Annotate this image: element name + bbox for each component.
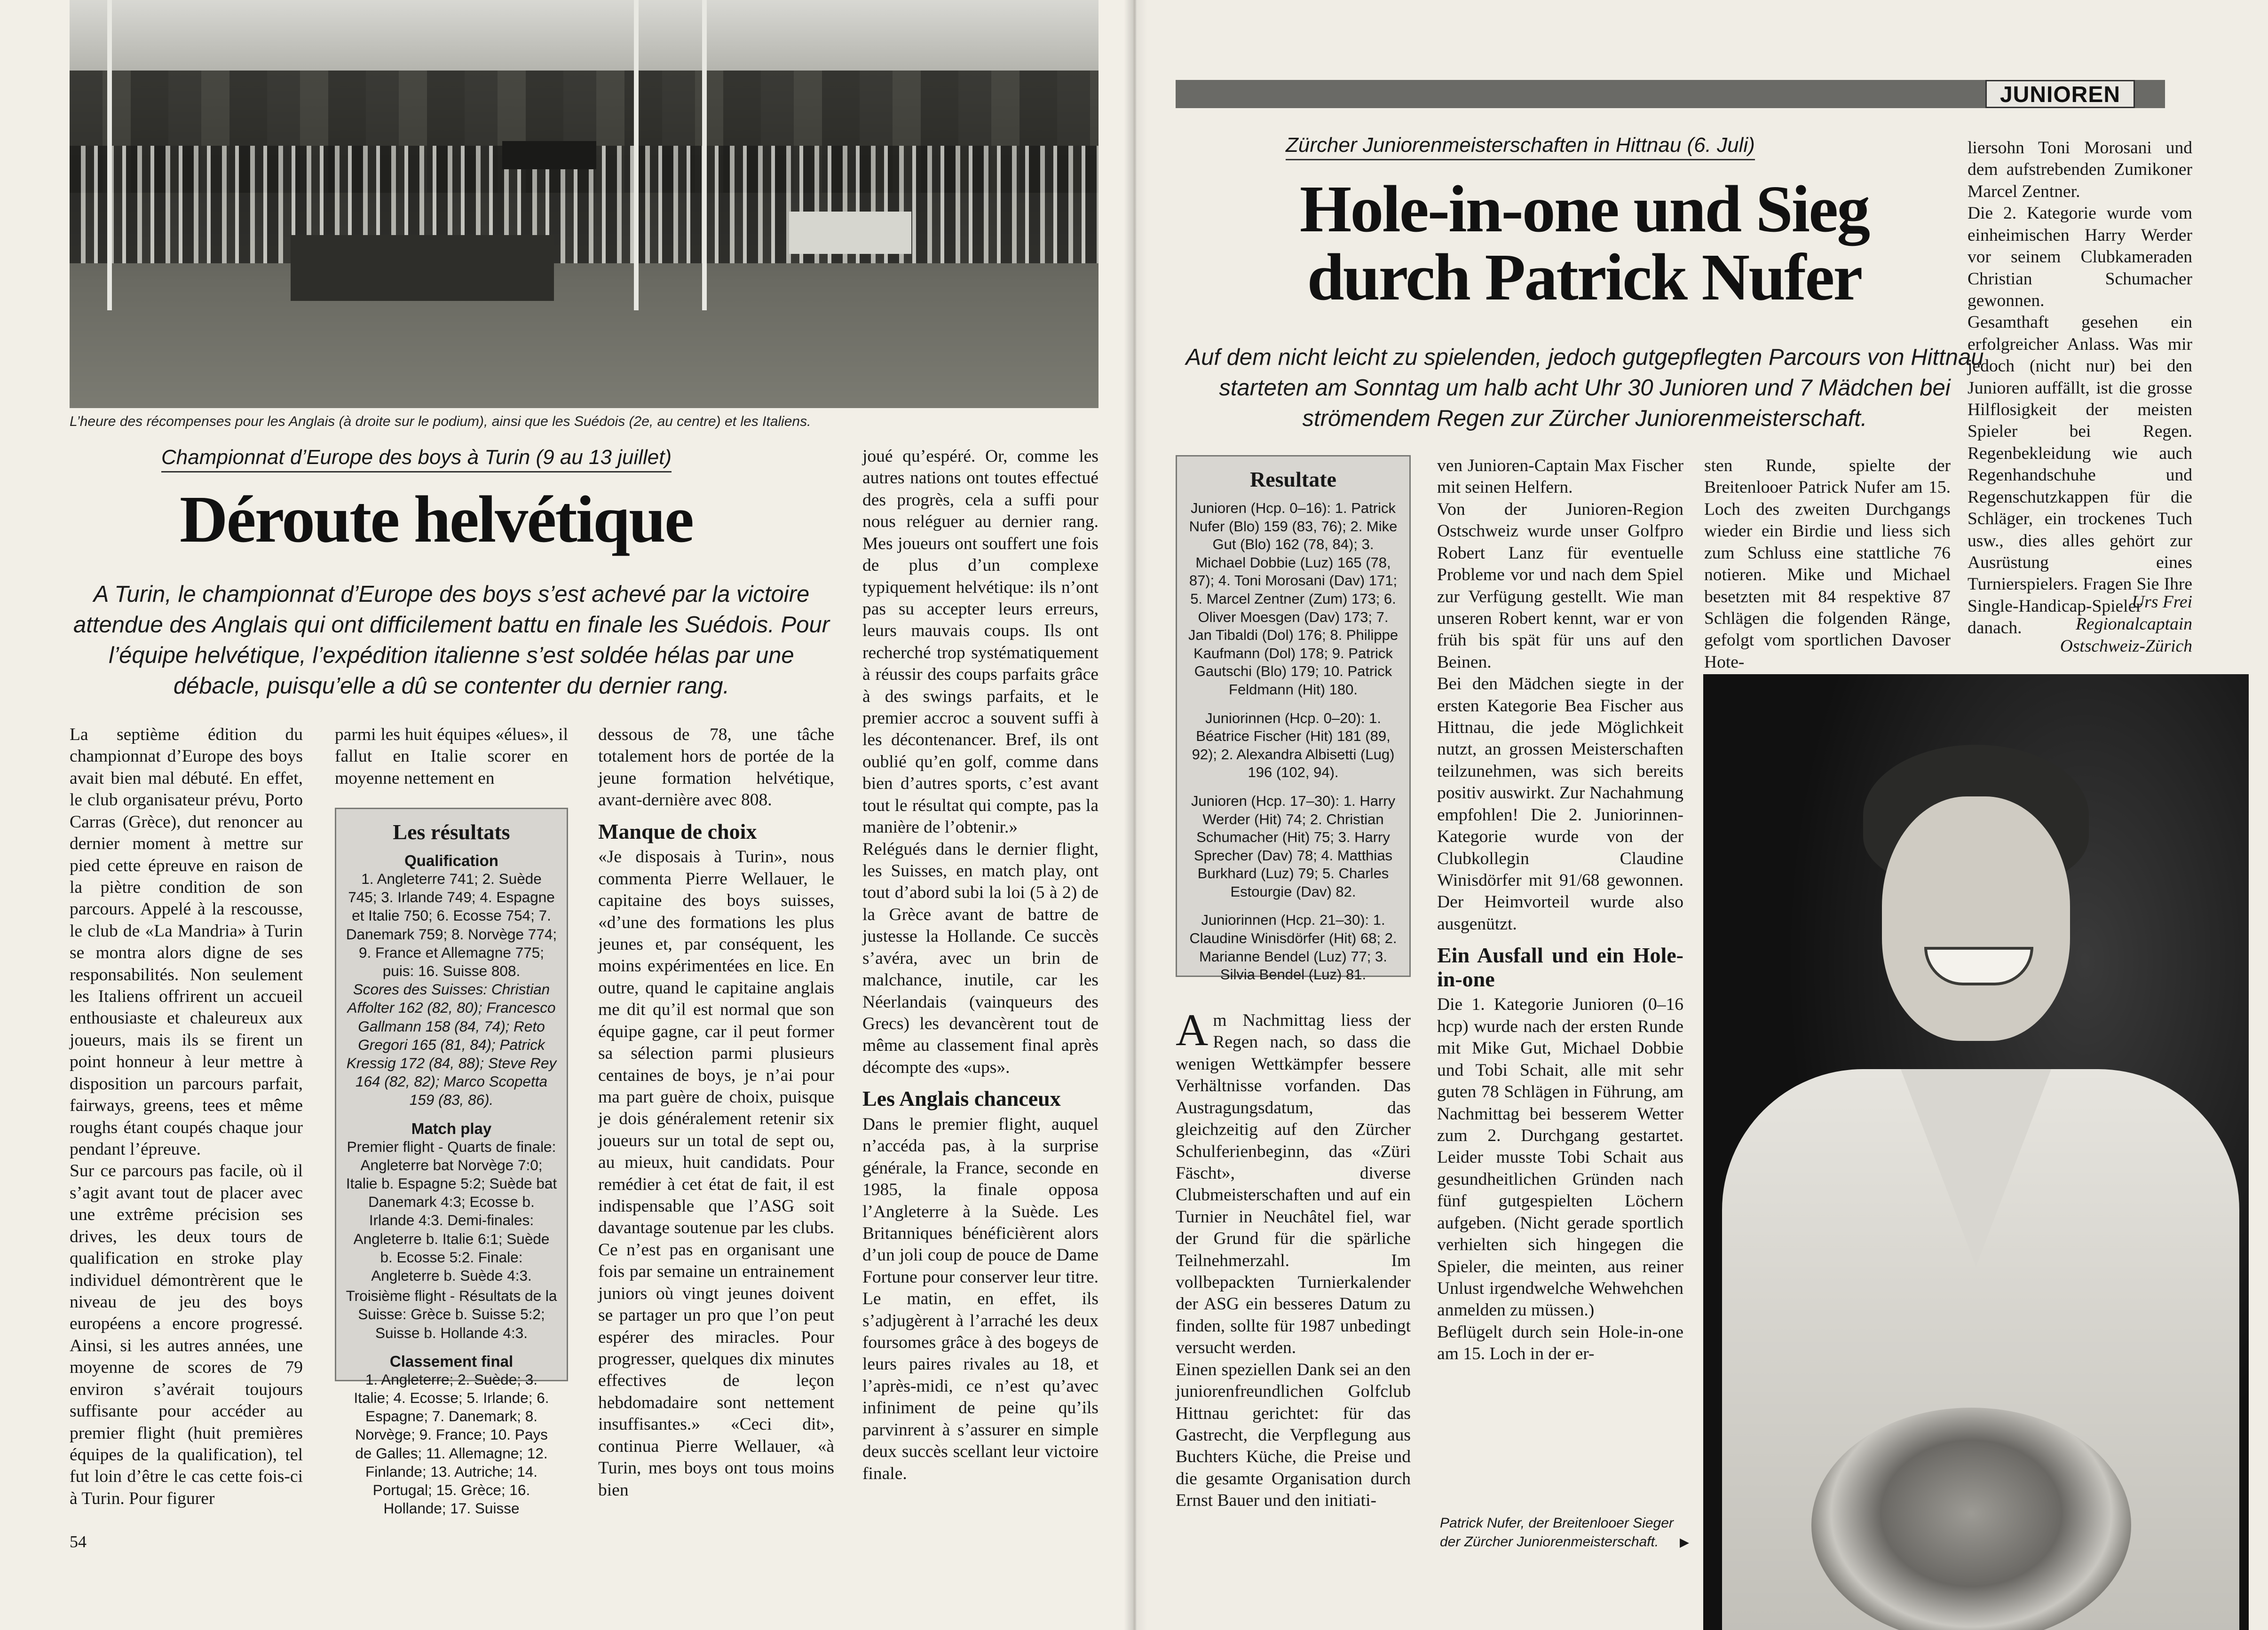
results-text: Scores des Suisses: Christian Affolter 162 (82, 80); Francesco Gallmann 158 (84, 74); Reto Gregori 165 (81, 84); Patrick Kressig 172 (84, 88); Steve Rey 164 (82, 82); Marco Scopetta 159 (83, 86).: [346, 981, 557, 1109]
paragraph: liersohn Toni Morosani und dem aufstrebenden Zumikoner Marcel Zentner.: [1968, 138, 2192, 201]
paragraph: Von der Junioren-Region Ostschweiz wurde unser Golfpro Robert Lanz für eventuelle Probleme vor und nach dem Spiel zur Verfügung gestellt. Wie man unseren Robert kennt, war er von früh bis spät für uns auf den Beinen.: [1437, 499, 1683, 672]
paragraph: «Je disposais à Turin», nous commenta Pierre Wellauer, le capitaine des boys suisses, «d’une des formations les plus jeunes et, par conséquent, les moins expérimentées en lice. En outre, quand le capitaine anglais me dit qu’il est normal que son équipe gagne, car il peut former sa sélection parmi plusieurs centaines de boys, je n’ai pour ma part guère de choix, puisque je dois généralement retenir six joueurs sur un total de sept ou, au mieux, huit candidats. Pour remédier à cet état de fait, il est indispensable que l’ASG soit davantage soutenue par les clubs. Ce n’est pas en organisant une fois par semaine un entrainement juniors où vingt jeunes doivent se partager un pro que l’on peut espérer des miracles. Pour progresser, quelques dix minutes effectives de leçon hebdomadaire sont nettement insuffisantes.» «Ceci dit», continua Pierre Wellauer, «à Turin, mes boys ont tous moins bien: [598, 847, 834, 1500]
subheading: Manque de choix: [598, 819, 757, 843]
paragraph: Einen speziellen Dank sei an den juniorenfreundlichen Golfclub Hittnau gerichtet: für das Gastrecht, die Verpflegung aus Buchters Küche, die Preise und die gesamte Organisation durch Ernst Bauer und den initiati-: [1176, 1360, 1411, 1511]
paragraph: ven Junioren-Captain Max Fischer mit seinen Helfern.: [1437, 456, 1683, 497]
results-box: [1176, 455, 1411, 983]
results-text: Junioren (Hcp. 17–30): 1. Harry Werder (Hit) 74; 2. Christian Schumacher (Hit) 75; 3. Harry Sprecher (Dav) 78; 4. Matthias Burkhard (Luz) 79; 5. Charles Estourgie (Dav) 82.: [1191, 792, 1396, 900]
paragraph: Beflügelt durch sein Hole-in-one am 15. Loch in der er-: [1437, 1322, 1683, 1364]
results-title: Resultate: [1250, 467, 1336, 491]
photo-caption: Patrick Nufer, der Breitenlooer Sieger der Zürcher Juniorenmeisterschaft.: [1440, 1515, 1674, 1550]
article-column-3: [1704, 455, 1951, 673]
paragraph: joué qu’espéré. Or, comme les autres nations ont toutes effectué des progrès, cela a suffi pour nous reléguer au dernier rang. Mes joueurs ont souffert une fois de plus d’un complexe typiquement helvétique: ils n’ont pas su accepter leurs erreurs, leurs mauvais coups. Ils ont recherché trop systématiquement à réussir des coups parfaits grâce à des swings parfaits, et le premier accroc a souvent suffi à les décontenancer. Bref, ils ont oublié qu’en golf, comme dans bien d’autres sports, c’est avant tout le résultat qui compte, pas la manière de l’obtenir.»: [862, 447, 1098, 837]
article-lead: A Turin, le championnat d’Europe des boys s’est achevé par la victoire attendue des Anglais qui ont difficilement battu en finale les Suédois. Pour l’équipe helvétique, l’expédition italienne s’est soldée hélas par une débacle, puisqu’elle a dû se contenter du dernier rang.: [73, 582, 830, 699]
article-column-1: [1176, 1005, 1411, 1512]
paragraph: sten Runde, spielte der Breitenlooer Patrick Nufer am 15. Loch des zweiten Durchgangs wieder ein Birdie und liess sich zum Schluss eine stattliche 76 notieren. Mike und Michael besetzten mit 84 respektive 87 Schlägen die folgenden Ränge, gefolgt vom sportlichen Davoser Hote-: [1704, 456, 1951, 672]
paragraph: Die 1. Kategorie Junioren (0–16 hcp) wurde nach der ersten Runde mit Mike Gut, Michael Dobbie und Tobi Schait, alle mit sehr guten 78 Schlägen in Führung, am Nachmittag bei besserem Wetter zum 2. Durchgang gestartet. Leider musste Tobi Schait aus gesundheitlichen Gründen nach fünf gutgespielten Löchern aufgeben. (Nicht gerade sportlich verhielten sich hingegen die Spieler, die meinten, aus reiner Unlust irgendwelche Wehwehchen anmelden zu müssen.): [1437, 995, 1683, 1320]
author-role: Regionalcaptain: [2076, 614, 2192, 634]
paragraph: Sur ce parcours pas facile, où il s’agit avant tout de placer avec une extrême précision ses drives, les deux tours de qualification en stroke play individuel démontrèrent que le niveau de jeu des boys européens a encore progressé. Ainsi, si les autres années, une moyenne de scores de 79 environ s’avérait toujours suffisante pour accéder au premier flight (huit premières équipes de la qualification), tel fut loin d’être le cas cette fois-ci à Turin. Pour figurer: [70, 1161, 303, 1508]
results-text: Premier flight - Quarts de finale: Angleterre bat Norvège 7:0; Italie b. Espagne 5:2; Suède bat Danemark 4:3; Ecosse b. Irlande 4:3. Demi-finales: Angleterre b. Italie 6:1; Suède b. Ecosse 5:2. Finale: Angleterre b. Suède 4:3.: [346, 1138, 557, 1284]
paragraph: parmi les huit équipes «élues», il fallut en Italie scorer en moyenne nettement en: [335, 725, 568, 788]
subheading: Ein Ausfall und ein Hole-in-one: [1437, 943, 1683, 991]
paragraph: La septième édition du championnat d’Europe des boys avait bien mal débuté. En effet, le club organisateur prévu, Porto Carras (Grèce), dut renoncer au dernier moment à mettre sur pied cette épreuve en raison de la piètre condition de son parcours. Appelé à la rescousse, le club de «La Mandria» à Turin se montra alors digne de ses responsabilités. Non seulement les Italiens offrirent un accueil enthousiaste et chaleureux aux joueurs, mais ils se firent un point honneur à leur mettre à disposition un parcours parfait, fairways, greens, tees et même roughs étant coupés chaque jour pendant l’épreuve.: [70, 725, 303, 1159]
page-number: 54: [70, 1532, 87, 1551]
article-column-3: [598, 724, 834, 1501]
results-text: Troisième flight - Résultats de la Suisse: Grèce b. Suisse 5:2; Suisse b. Hollande 4:3.: [346, 1287, 557, 1341]
article-column-1: [70, 724, 303, 1510]
results-text: Junioren (Hcp. 0–16): 1. Patrick Nufer (Blo) 159 (83, 76); 2. Mike Gut (Blo) 162 (78, 84); 3. Michael Dobbie (Luz) 165 (78, 87); 4. Toni Morosani (Dav) 171; 5. Marcel Zentner (Zum) 173; 6. Oliver Moesgen (Dav) 173; 7. Jan Tibaldi (Dol) 176; 8. Philippe Kaufmann (Dol) 178; 9. Patrick Gautschi (Blo) 179; 10. Patrick Feldmann (Hit) 180.: [1188, 500, 1399, 698]
article-kicker: Zürcher Juniorenmeisterschaften in Hittnau (6. Juli): [1286, 134, 1755, 160]
paragraph: dessous de 78, une tâche totalement hors de portée de la jeune formation helvétique, avant-dernière avec 808.: [598, 725, 834, 810]
paragraph: Relégués dans le dernier flight, les Suisses, en match play, ont tout d’abord subi la loi (5 à 2) de la Grèce avant de battre de justesse la Hollande. Ce succès s’avéra, avec un brin de malchance, inutile, car les Néerlandais (vainqueurs des Grecs) les devancèrent tout de même au classement final après décompte des «ups».: [862, 839, 1098, 1077]
headline-line: durch Patrick Nufer: [1307, 239, 1862, 314]
article-column-4: [1968, 137, 2192, 639]
award-ceremony-photo: [70, 0, 1098, 408]
paragraph: Am Nachmittag liess der Regen nach, so dass die wenigen Wettkämpfer bessere Verhältnisse vorfanden. Das Austragungsdatum, das gleichzeitig auf den Zürcher Schulferienbeginn, das «Züri Fäscht», diverse Clubmeisterschaften und auf ein Turnier in Neuchâtel fiel, war der Grund für die spärliche Teilnehmerzahl. Im vollbepackten Turnierkalender der ASG ein besseres Datum zu finden, sollte für 1987 unbedingt versucht werden.: [1176, 1005, 1411, 1358]
article-column-2: [1437, 455, 1683, 1365]
results-text: 1. Angleterre 741; 2. Suède 745; 3. Irlande 749; 4. Espagne et Italie 750; 6. Ecosse 754; 7. Danemark 759; 8. Norvège 774; 9. France et Allemagne 775; puis: 16. Suisse 808.: [346, 870, 557, 980]
paragraph: Die 2. Kategorie wurde vom einheimischen Harry Werder vor seinem Clubkameraden Christian Schumacher gewonnen.: [1968, 204, 2192, 310]
author-name: Urs Frei: [2132, 592, 2192, 612]
paragraph: Dans le premier flight, auquel n’accéda pas, à la surprise générale, la France, seconde en 1985, la finale opposa l’Angleterre à la Suède. Les Britanniques bénéficièrent alors d’un joli coup de pouce de Dame Fortune pour conserver leur titre. Le matin, en effet, ils s’adjugèrent à l’arraché les deux foursomes grâce à des bogeys de leurs paires rivales au 18, et l’après-midi, ce n’est qu’avec infiniment de peine qu’ils parvinrent à s’assurer en simple deux succès scellant leur victoire finale.: [862, 1114, 1098, 1483]
article-headline: [1229, 172, 1939, 314]
results-text: Juniorinnen (Hcp. 21–30): 1. Claudine Winisdörfer (Hit) 68; 2. Marianne Bendel (Luz) 77; 3. Silvia Bendel (Luz) 81.: [1189, 912, 1397, 983]
continue-arrow-icon: ▶: [1680, 1536, 1689, 1550]
results-subheading: Match play: [411, 1119, 492, 1137]
results-subheading: Qualification: [404, 852, 498, 869]
article-column-2: [335, 724, 568, 789]
patrick-nufer-portrait: [1703, 674, 2249, 1630]
paragraph: Gesamthaft gesehen ein erfolgreicher Anlass. Was mir jedoch (nicht nur) bei den Junioren auffällt, ist die grosse Hilflosigkeit der meisten Spieler bei Regen. Regenbekleidung wie auch Regenhandschuhe und Regenschutzkappen für die Schläger, ein trockenes Tuch usw., dies alles gehört zur Ausrüstung eines Turnierspielers. Fragen Sie Ihre Single-Handicap-Spieler danach.: [1968, 313, 2192, 638]
article-headline: Déroute helvétique: [180, 482, 693, 556]
results-title: Les résultats: [393, 820, 510, 844]
page-gutter: [1124, 0, 1147, 1630]
article-lead: Auf dem nicht leicht zu spielenden, jedoch gutgepflegten Parcours von Hittnau starteten am Sonntag um halb acht Uhr 30 Junioren und 7 Mädchen bei strömendem Regen zur Zürcher Juniorenmeisterschaft.: [1185, 345, 1984, 432]
drop-cap: A: [1176, 1005, 1209, 1055]
results-box: [335, 808, 568, 1517]
section-tag: JUNIOREN: [1985, 80, 2135, 108]
results-text: Juniorinnen (Hcp. 0–20): 1. Béatrice Fischer (Hit) 181 (89, 92); 2. Alexandra Albisetti (Lug) 196 (102, 94).: [1192, 709, 1395, 781]
results-text: 1. Angleterre; 2. Suède; 3. Italie; 4. Ecosse; 5. Irlande; 6. Espagne; 7. Danemark; 8. Norvège; 9. France; 10. Pays de Galles; 11. Allemagne; 12. Finlande; 13. Autriche; 14. Portugal; 15. Grèce; 16. Hollande; 17. Suisse: [354, 1370, 549, 1517]
article-column-4: [862, 446, 1098, 1485]
left-page: [0, 0, 1133, 1630]
photo-caption: L’heure des récompenses pour les Anglais (à droite sur le podium), ainsi que les Suédois (2e, au centre) et les Italiens.: [70, 414, 811, 429]
author-role: Ostschweiz-Zürich: [2060, 636, 2192, 656]
article-kicker: Championnat d’Europe des boys à Turin (9 au 13 juillet): [161, 446, 672, 472]
paragraph: Bei den Mädchen siegte in der ersten Kategorie Bea Fischer aus Hittnau, die jede Möglichkeit nutzt, an grossen Meisterschaften teilzunehmen, was sich bereits positiv auswirkt. Zur Nachahmung empfohlen! Die 2. Juniorinnen-Kategorie wurde von der Clubkollegin Claudine Winisdörfer mit 91/68 gewonnen. Der Heimvorteil wurde also ausgenützt.: [1437, 674, 1683, 934]
headline-line: Hole-in-one und Sieg: [1299, 172, 1869, 246]
results-subheading: Classement final: [389, 1352, 514, 1370]
author-signature: [1968, 591, 2192, 658]
subheading: Les Anglais chanceux: [862, 1087, 1061, 1111]
